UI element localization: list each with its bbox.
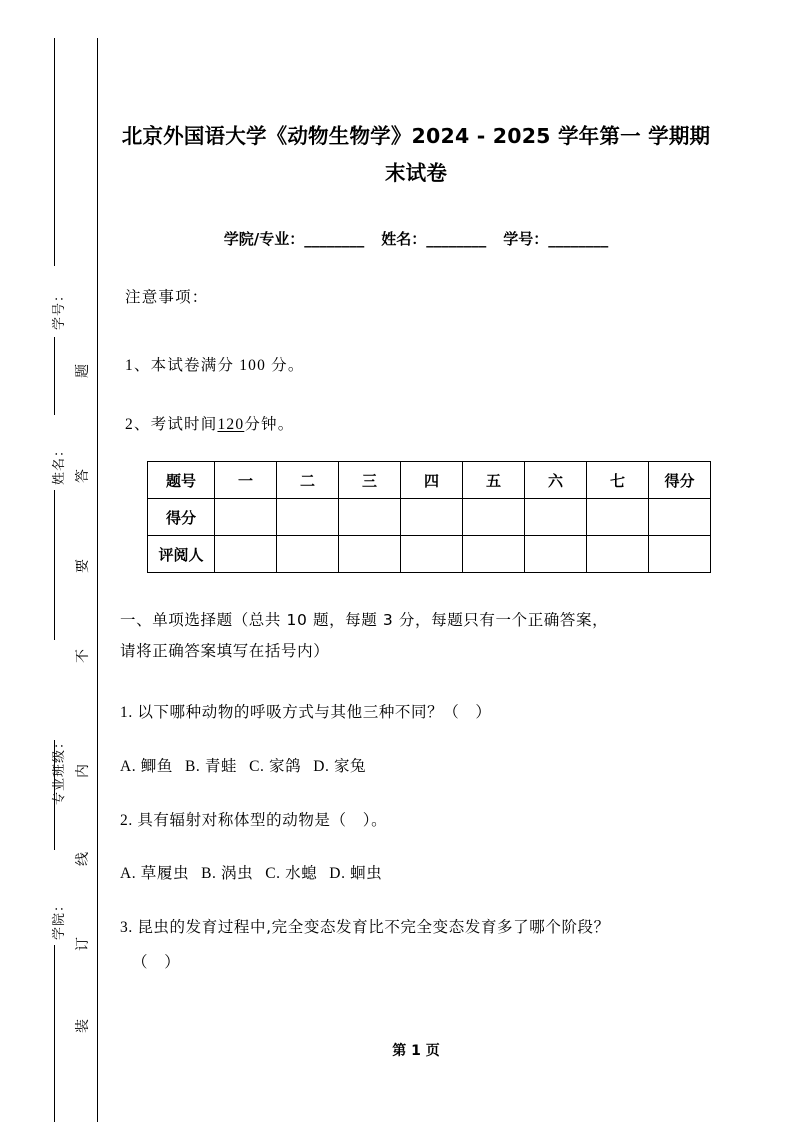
binding-outer-rule-segment	[54, 945, 55, 1122]
table-row	[148, 536, 711, 573]
binding-inner-char-yao: 要	[76, 559, 91, 573]
question-3	[120, 912, 720, 943]
option-text[interactable]: 鲫鱼	[140, 757, 173, 775]
exam-page-body	[120, 0, 780, 1122]
option-text[interactable]: 家兔	[333, 757, 367, 775]
question-number: 1.	[120, 704, 133, 721]
binding-outer-rule-segment	[54, 337, 55, 415]
table-row	[148, 499, 711, 536]
notes-item-total-score: 1、本试卷满分 100 分。	[125, 357, 305, 374]
section-heading-line2: 请将正确答案填写在括号内）	[120, 642, 330, 660]
option-text[interactable]: 水螅	[285, 864, 318, 882]
option-letter: A.	[120, 865, 137, 882]
name-label: 姓名：	[381, 230, 427, 248]
score-row-label: 得分	[148, 499, 215, 536]
option-text[interactable]: 涡虫	[220, 864, 254, 882]
question-text: 以下哪种动物的呼吸方式与其他三种不同？（ ）	[137, 703, 492, 721]
score-cell[interactable]	[339, 499, 401, 536]
question-1-options	[120, 751, 720, 782]
binding-inner-char-xian: 线	[76, 852, 91, 866]
reviewer-cell[interactable]	[587, 536, 649, 573]
option-letter: C.	[249, 758, 265, 775]
page-title-line2: 学期期末试卷	[384, 124, 711, 185]
college-major-blank[interactable]: ________	[304, 230, 365, 248]
question-number: 3.	[120, 919, 133, 936]
score-table-header-cell: 七	[587, 462, 649, 499]
score-table-header-cell: 五	[463, 462, 525, 499]
binding-label-name: 姓名：	[51, 442, 66, 485]
option-text[interactable]: 蛔虫	[350, 864, 383, 882]
score-table-header-cell: 四	[401, 462, 463, 499]
question-2-options	[120, 858, 720, 889]
reviewer-cell[interactable]	[215, 536, 277, 573]
college-major-label: 学院/专业：	[223, 230, 305, 248]
reviewer-cell[interactable]	[277, 536, 339, 573]
question-2	[120, 805, 720, 836]
score-table-header-cell: 六	[525, 462, 587, 499]
score-cell[interactable]	[215, 499, 277, 536]
binding-inner-char-nei: 内	[76, 764, 91, 778]
duration-suffix: 分钟。	[244, 416, 295, 433]
option-letter: B.	[201, 865, 217, 882]
duration-prefix: 2、考试时间	[125, 416, 218, 433]
student-info-row	[120, 228, 712, 249]
score-table-header-cell: 一	[215, 462, 277, 499]
binding-inner-char-da: 答	[76, 469, 91, 483]
question-3-answer-parenthesis[interactable]: （ ）	[132, 953, 181, 971]
option-text[interactable]: 青蛙	[204, 757, 238, 775]
binding-inner-rule	[97, 38, 98, 1122]
reviewer-cell[interactable]	[401, 536, 463, 573]
score-cell[interactable]	[587, 499, 649, 536]
score-cell[interactable]	[463, 499, 525, 536]
name-blank[interactable]: ________	[426, 230, 487, 248]
student-id-label: 学号：	[503, 230, 549, 248]
section-heading	[120, 605, 720, 667]
score-cell[interactable]	[649, 499, 711, 536]
binding-inner-char-bu: 不	[76, 649, 91, 663]
notes-item-duration	[125, 412, 294, 434]
option-letter: A.	[120, 758, 137, 775]
score-table-header-cell: 题号	[148, 462, 215, 499]
table-row-header	[148, 462, 711, 499]
binding-label-student-id: 学号：	[51, 287, 66, 330]
binding-label-college: 学院：	[51, 897, 66, 940]
question-text: 昆虫的发育过程中,完全变态发育比不完全变态发育多了哪个阶段？	[137, 918, 610, 936]
question-1	[120, 697, 720, 728]
score-table-header-cell: 三	[339, 462, 401, 499]
score-table-header-cell: 二	[277, 462, 339, 499]
duration-value[interactable]: 120	[217, 416, 245, 433]
binding-margin	[0, 0, 110, 1122]
reviewer-cell[interactable]	[525, 536, 587, 573]
score-table-header-cell: 得分	[649, 462, 711, 499]
student-id-blank[interactable]: ________	[548, 230, 609, 248]
binding-inner-char-zhuang: 装	[76, 1019, 91, 1033]
section-heading-line1: 一、单项选择题（总共 10 题，每题 3 分，每题只有一个正确答案，	[120, 611, 609, 629]
page-title-line1: 北京外国语大学《动物生物学》2024 - 2025 学年第一	[121, 124, 641, 148]
binding-outer-rule-segment	[54, 38, 55, 266]
score-cell[interactable]	[401, 499, 463, 536]
binding-inner-char-ti: 题	[76, 364, 91, 378]
reviewer-cell[interactable]	[463, 536, 525, 573]
option-letter: D.	[329, 865, 346, 882]
question-number: 2.	[120, 812, 133, 829]
option-text[interactable]: 草履虫	[140, 864, 190, 882]
notes-heading: 注意事项：	[125, 289, 209, 306]
reviewer-cell[interactable]	[649, 536, 711, 573]
score-cell[interactable]	[277, 499, 339, 536]
score-table	[147, 461, 711, 573]
reviewer-cell[interactable]	[339, 536, 401, 573]
reviewer-row-label: 评阅人	[148, 536, 215, 573]
option-letter: B.	[184, 758, 201, 775]
binding-inner-char-ding: 订	[76, 937, 91, 951]
option-letter: C.	[265, 865, 281, 882]
option-letter: D.	[313, 758, 330, 775]
page-number-footer: 第 1 页	[392, 1043, 440, 1059]
option-text[interactable]: 家鸽	[268, 757, 302, 775]
question-text: 具有辐射对称体型的动物是（ ）。	[137, 811, 388, 829]
binding-label-class: 专业班级：	[51, 734, 66, 805]
binding-outer-rule-segment	[54, 490, 55, 640]
page-title	[120, 118, 712, 192]
score-cell[interactable]	[525, 499, 587, 536]
